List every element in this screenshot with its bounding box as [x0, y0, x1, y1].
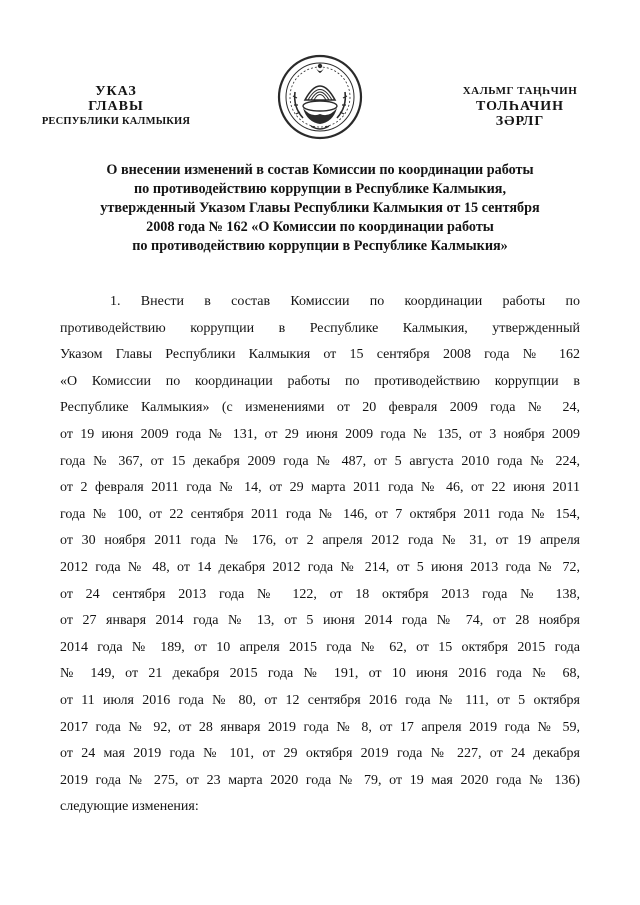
- body-line: от 24 сентября 2013 года № 122, от 18 октября 2013 года № 138,: [60, 586, 580, 602]
- body-line: противодействию коррупции в Республике Калмыкия, утвержденный: [60, 320, 580, 336]
- body-line: 2014 года № 189, от 10 апреля 2015 года № 62, от 15 октября 2015 года: [60, 639, 580, 655]
- body-line: от 2 февраля 2011 года № 14, от 29 марта 2011 года № 46, от 22 июня 2011: [60, 480, 580, 496]
- body-line: 2012 года № 48, от 14 декабря 2012 года № 214, от 5 июня 2013 года № 72,: [60, 559, 580, 575]
- body-line: от 30 ноября 2011 года № 176, от 2 апреля 2012 года № 31, от 19 апреля: [60, 533, 580, 549]
- title-line: утвержденный Указом Главы Республики Калмыкия от 15 сентября: [100, 200, 540, 216]
- header-left-block: [18, 84, 214, 129]
- body-line: Республике Калмыкия» (с изменениями от 20 февраля 2009 года № 24,: [60, 400, 580, 416]
- body-line: № 149, от 21 декабря 2015 года № 191, от 10 июня 2016 года № 68,: [60, 666, 580, 682]
- body-line: 2019 года № 275, от 23 марта 2020 года № 79, от 19 мая 2020 года № 136): [60, 772, 580, 788]
- body-line: года № 367, от 15 декабря 2009 года № 487, от 5 августа 2010 года № 224,: [60, 453, 580, 469]
- body-line: от 19 июня 2009 года № 131, от 29 июня 2009 года № 135, от 3 ноября 2009: [60, 426, 580, 442]
- body-line: 2017 года № 92, от 28 января 2019 года № 8, от 17 апреля 2019 года № 59,: [60, 719, 580, 735]
- kalmyk-head-label: ТОЛҺАЧИН: [475, 99, 565, 114]
- republic-label: РЕСПУБЛИКИ КАЛМЫКИЯ: [41, 116, 191, 127]
- body-line: от 27 января 2014 года № 13, от 5 июня 2014 года № 74, от 28 ноября: [60, 613, 580, 629]
- body-line: Указом Главы Республики Калмыкия от 15 сентября 2008 года № 162: [60, 347, 580, 363]
- body-line: года № 100, от 22 сентября 2011 года № 146, от 7 октября 2011 года № 154,: [60, 506, 580, 522]
- kalmyk-decree-label: ЗӘРЛГ: [495, 114, 545, 129]
- title-line: О внесении изменений в состав Комиссии по координации работы: [106, 162, 534, 178]
- head-label: ГЛАВЫ: [88, 99, 144, 114]
- title-line: по противодействию коррупции в Республике Калмыкия,: [134, 181, 506, 197]
- decree-label: УКАЗ: [95, 84, 137, 99]
- body-line: от 24 мая 2019 года № 101, от 29 октября 2019 года № 227, от 24 декабря: [60, 746, 580, 762]
- title-line: 2008 года № 162 «О Комиссии по координации работы: [146, 219, 494, 235]
- body-line: от 11 июля 2016 года № 80, от 12 сентября 2016 года № 111, от 5 октября: [60, 692, 580, 708]
- document-body: [60, 289, 580, 821]
- kalmykia-coat-of-arms-icon: [275, 52, 365, 142]
- body-line: следующие изменения:: [60, 799, 199, 815]
- header-right-block: [432, 84, 608, 129]
- title-line: по противодействию коррупции в Республике Калмыкия»: [132, 238, 508, 254]
- kalmyk-republic-label: ХАЛЬМГ ТАҢҺЧИН: [462, 85, 578, 97]
- document-title: [60, 161, 580, 256]
- body-line: «О Комиссии по координации работы по противодействию коррупции в: [60, 373, 580, 389]
- body-line: 1. Внести в состав Комиссии по координации работы по: [110, 294, 580, 309]
